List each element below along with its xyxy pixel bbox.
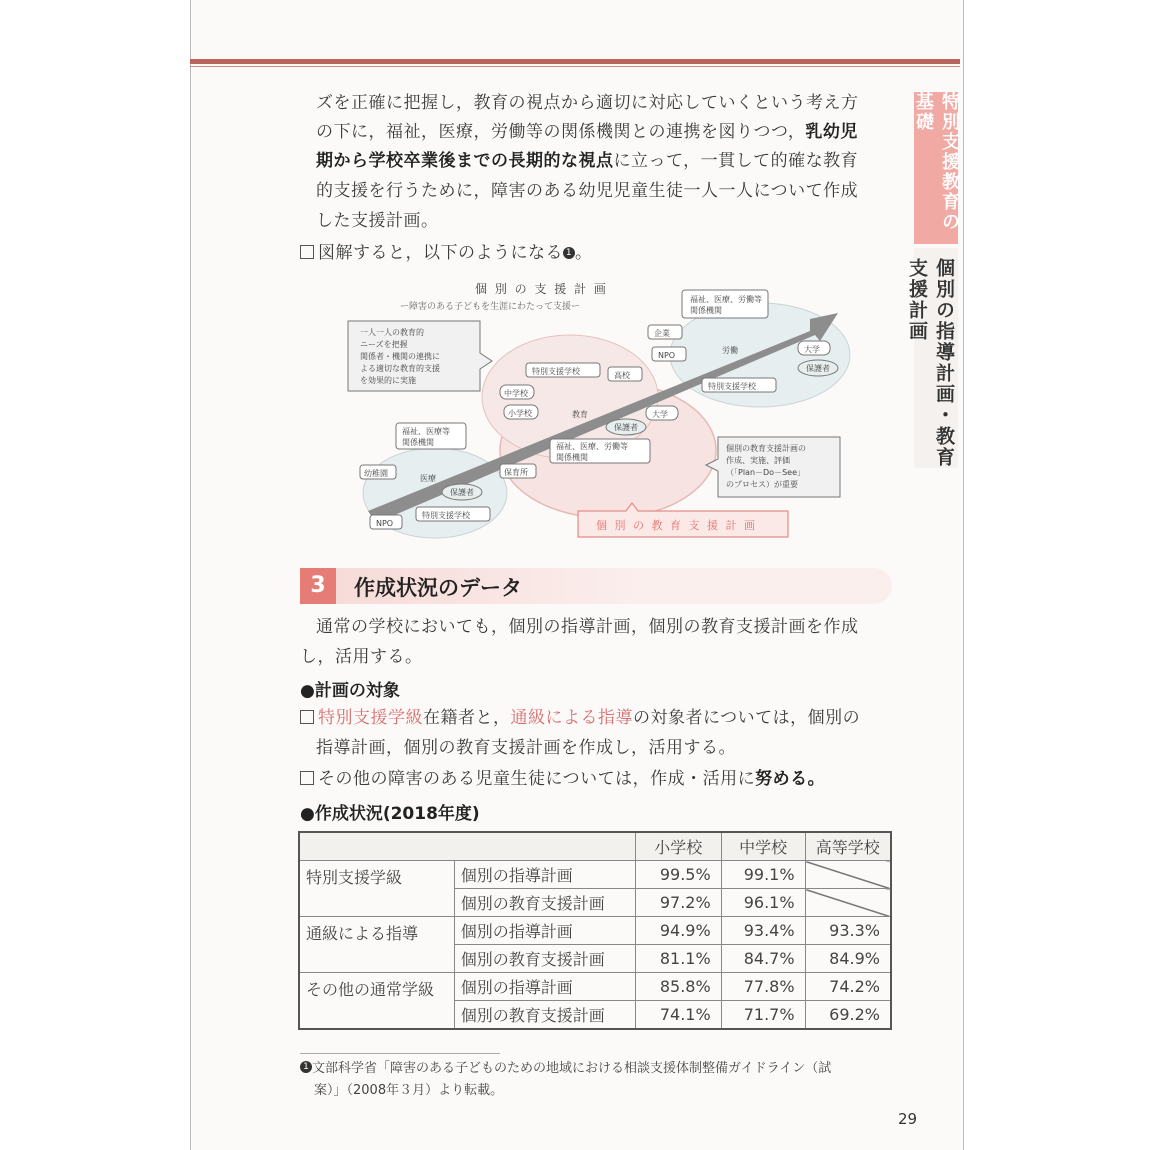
- cell-value: 74.1%: [635, 1001, 721, 1030]
- cell-value: 85.8%: [635, 973, 721, 1001]
- diagram-label: 医療: [420, 474, 436, 483]
- diagram-label: 関係機関: [556, 453, 588, 462]
- intro-line-3: 期から学校卒業後までの長期的な視点に立って，一貫して的確な教育: [316, 151, 859, 171]
- row-plan: 個別の指導計画: [454, 973, 635, 1001]
- target-item-2: その他の障害のある児童生徒については，作成・活用に努める。: [300, 764, 880, 794]
- diagram-label: 福祉、医療、労働等: [556, 442, 628, 451]
- diagram-label: 関係機関: [690, 306, 722, 315]
- diagram-label: 教育: [572, 410, 588, 419]
- diagram-label: 労働: [722, 346, 738, 355]
- target-item-1: 特別支援学級在籍者と，通級による指導の対象者については，個別の: [300, 703, 880, 733]
- left-note-box: [348, 321, 492, 391]
- target-item-1-cont: 指導計画，個別の教育支援計画を作成し，活用する。: [316, 738, 736, 758]
- diagram-label: 中学校: [504, 389, 528, 398]
- bullet-heading-status: ●作成状況(2018年度): [300, 804, 480, 824]
- cell-value: 84.9%: [805, 945, 891, 973]
- diagram-label: NPO: [376, 519, 394, 528]
- cell-not-applicable: [805, 861, 891, 889]
- section-title: 作成状況のデータ: [354, 576, 522, 600]
- cell-value: 71.7%: [721, 1001, 805, 1030]
- table-header: 小学校: [635, 832, 721, 861]
- checkbox-square-icon: [300, 245, 314, 259]
- diagram-label: 特別支援学校: [708, 382, 756, 391]
- intro-line-6: 図解すると，以下のようになる 1 。: [300, 238, 880, 268]
- table-header: 高等学校: [805, 832, 891, 861]
- right-note-line: 個別の教育支援計画の: [726, 444, 806, 453]
- right-note-line: （「Plan－Do－See」: [726, 468, 805, 477]
- section-number: 3: [300, 568, 336, 604]
- cell-value: 77.8%: [721, 973, 805, 1001]
- cell-not-applicable: [805, 889, 891, 917]
- left-note-line: よる適切な教育的支援: [360, 364, 440, 373]
- diagram-label: 特別支援学校: [422, 511, 470, 520]
- cell-value: 99.1%: [721, 861, 805, 889]
- footnote-line-2: 案）」（2008年３月）より転載。: [314, 1083, 504, 1098]
- right-note-line: 作成、実施、評価: [726, 456, 790, 465]
- section-para-2: し，活用する。: [300, 647, 423, 667]
- left-note-line: を効果的に実施: [360, 376, 416, 385]
- intro-line-2: の下に，福祉，医療，労働等の関係機関との連携を図りつつ，乳幼児: [316, 122, 858, 142]
- side-tab-topic: 個別の指導計画・教育支援計画: [914, 248, 958, 468]
- side-tab-chapter: 特別支援教育の基礎: [914, 92, 958, 244]
- cell-value: 93.4%: [721, 917, 805, 945]
- cell-value: 84.7%: [721, 945, 805, 973]
- table-corner: [299, 832, 635, 861]
- left-note-line: 一人一人の教育的: [360, 328, 424, 337]
- footnote-rule: [300, 1053, 500, 1054]
- intro-line-5: した支援計画。: [316, 211, 439, 231]
- left-note-line: 関係者・機関の連携に: [360, 352, 440, 361]
- row-plan: 個別の指導計画: [454, 861, 635, 889]
- footnote-line-1: 1 文部科学省「障害のある子どものための地域における相談支援体制整備ガイドライン（試: [300, 1058, 895, 1080]
- diagram-label: 高校: [614, 371, 630, 380]
- table-row: [299, 861, 891, 889]
- diagram-label: 大学: [652, 410, 668, 419]
- header-rule-thin: [190, 66, 960, 67]
- diagram-label: 特別支援学校: [532, 367, 580, 376]
- diagram-label: 小学校: [508, 409, 532, 418]
- right-note-box: [706, 437, 840, 497]
- diagram-label: 関係機関: [402, 438, 434, 447]
- intro-line-1: ズを正確に把握し，教育の視点から適切に対応していくという考え方: [316, 93, 859, 113]
- row-plan: 個別の教育支援計画: [454, 1001, 635, 1030]
- diagram-label: 幼稚園: [364, 469, 388, 478]
- section-para-1: 通常の学校においても，個別の指導計画，個別の教育支援計画を作成: [316, 617, 859, 637]
- diagram-label: 大学: [804, 345, 820, 354]
- support-plan-diagram: [340, 275, 860, 545]
- left-note-line: ニーズを把握: [360, 340, 408, 349]
- diagram-label: 福祉、医療等: [402, 427, 450, 436]
- bullet-heading-target: ●計画の対象: [300, 681, 400, 701]
- footnote-marker: 1: [563, 247, 575, 259]
- cell-value: 94.9%: [635, 917, 721, 945]
- checkbox-square-icon: [300, 710, 314, 724]
- header-rule: [190, 59, 960, 64]
- footnote-marker: 1: [300, 1061, 312, 1073]
- diagram-label: 保護者: [614, 423, 638, 432]
- table-header-row: [299, 832, 891, 861]
- row-group: その他の通常学級: [299, 973, 454, 1030]
- page-number: 29: [898, 1110, 918, 1128]
- diagram-subtitle: ー障害のある子どもを生涯にわたって支援ー: [400, 302, 581, 312]
- intro-line-4: 的支援を行うために，障害のある幼児児童生徒一人一人について作成: [316, 181, 859, 201]
- row-group: 通級による指導: [299, 917, 454, 973]
- diagram-label: 福祉、医療、労働等: [690, 295, 762, 304]
- bottom-label: 個 別 の 教 育 支 援 計 画: [596, 519, 757, 532]
- diagram-label: 保護者: [806, 364, 830, 373]
- cell-value: 69.2%: [805, 1001, 891, 1030]
- cell-value: 74.2%: [805, 973, 891, 1001]
- diagram-title: 個 別 の 支 援 計 画: [475, 282, 608, 296]
- table-row: [299, 917, 891, 945]
- diagram-label: 保護者: [450, 488, 474, 497]
- row-group: 特別支援学級: [299, 861, 454, 917]
- right-note-line: のプロセス）が重要: [726, 480, 798, 489]
- cell-value: 96.1%: [721, 889, 805, 917]
- cell-value: 81.1%: [635, 945, 721, 973]
- cell-value: 93.3%: [805, 917, 891, 945]
- row-plan: 個別の指導計画: [454, 917, 635, 945]
- table-header: 中学校: [721, 832, 805, 861]
- checkbox-square-icon: [300, 771, 314, 785]
- cell-value: 99.5%: [635, 861, 721, 889]
- diagram-label: 企業: [654, 329, 670, 338]
- row-plan: 個別の教育支援計画: [454, 945, 635, 973]
- status-table: [298, 831, 892, 1030]
- cell-value: 97.2%: [635, 889, 721, 917]
- diagram-label: NPO: [658, 351, 676, 360]
- row-plan: 個別の教育支援計画: [454, 889, 635, 917]
- table-row: [299, 973, 891, 1001]
- footnote: [300, 1053, 895, 1102]
- diagram-label: 保育所: [504, 468, 528, 477]
- section-header: [300, 568, 892, 604]
